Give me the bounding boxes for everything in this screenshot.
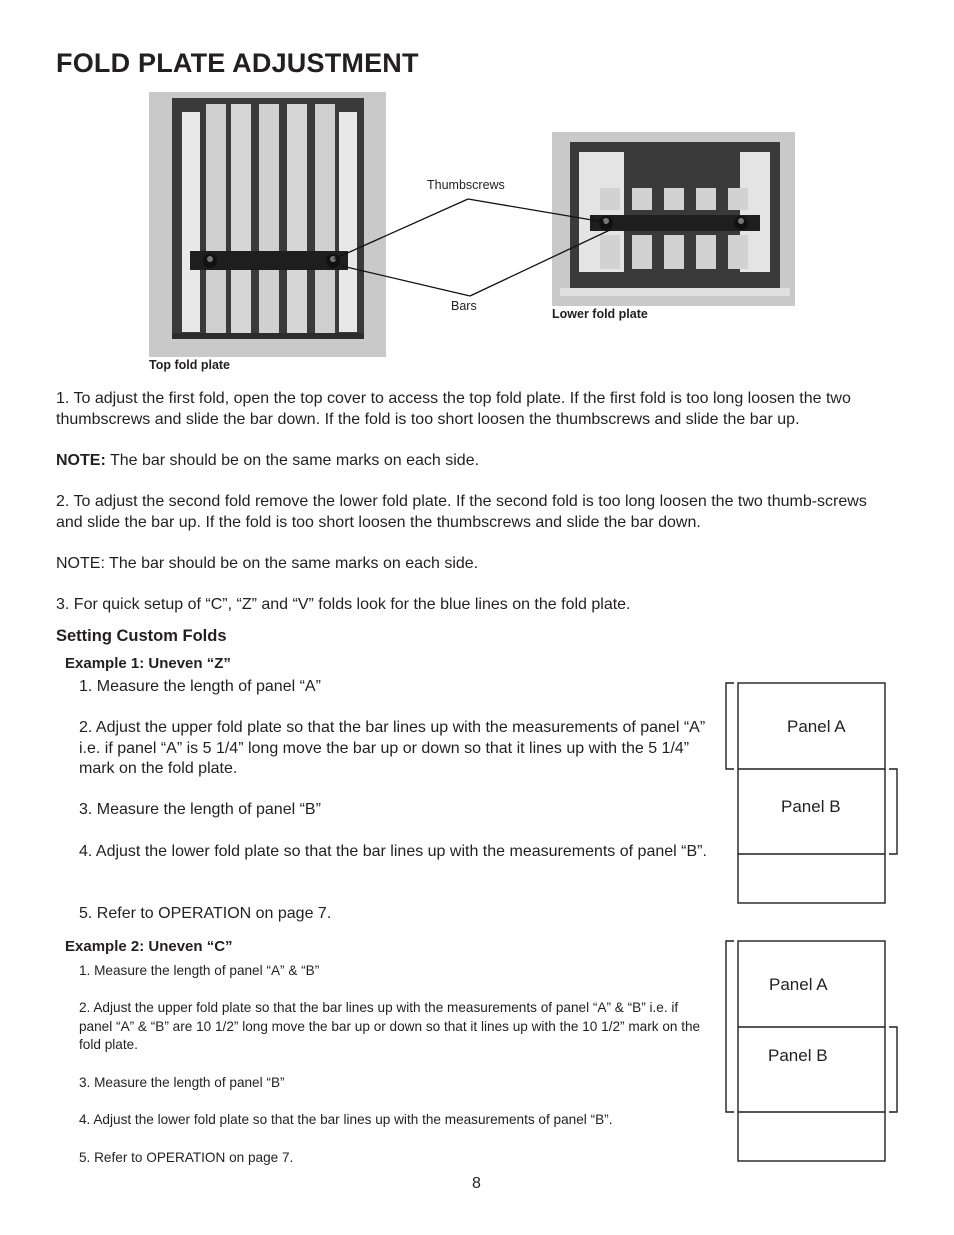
example-1-panel-a-label: Panel A xyxy=(787,717,846,736)
example-1-panel-b-label: Panel B xyxy=(781,797,841,816)
note-1 xyxy=(56,451,896,472)
page-number: 8 xyxy=(472,1175,481,1192)
example-1-step-5: 5. Refer to OPERATION on page 7. xyxy=(79,905,332,922)
example-1-heading: Example 1: Uneven “Z” xyxy=(65,655,231,672)
thumbscrews-label: Thumbscrews xyxy=(427,178,505,192)
example-1-step-4: 4. Adjust the lower fold plate so that the bar lines up with the measurements of panel “B”. xyxy=(79,843,707,860)
example-2-step-5: 5. Refer to OPERATION on page 7. xyxy=(79,1150,294,1165)
example-2-step-3: 3. Measure the length of panel “B” xyxy=(79,1075,285,1090)
step-2-text: 2. To adjust the second fold remove the lower fold plate. If the second fold is too long loosen the two thumb-screws and slide the bar up. If the fold is too short loosen the thumbscrews and slide the bar down. xyxy=(56,493,867,531)
note-2: NOTE: The bar should be on the same marks on each side. xyxy=(56,555,479,572)
step-3-text: 3. For quick setup of “C”, “Z” and “V” folds look for the blue lines on the fold plate. xyxy=(56,596,631,613)
example-2-heading: Example 2: Uneven “C” xyxy=(65,938,233,955)
lower-fold-plate-caption: Lower fold plate xyxy=(552,307,648,321)
example-2-panel-b-label: Panel B xyxy=(768,1046,828,1065)
example-1-step-3: 3. Measure the length of panel “B” xyxy=(79,801,321,818)
note-1-label: NOTE: xyxy=(56,452,106,469)
bars-label: Bars xyxy=(451,299,477,313)
setting-custom-folds-heading: Setting Custom Folds xyxy=(56,627,227,645)
top-fold-plate-caption: Top fold plate xyxy=(149,358,231,372)
step-1-text: 1. To adjust the first fold, open the top cover to access the top fold plate. If the first fold is too long loosen the two thumbscrews and slide the bar down. If the fold is too short loosen the thumbscrews and slide the bar up. xyxy=(56,390,851,428)
example-1-step-2: 2. Adjust the upper fold plate so that the bar lines up with the measurements of panel “A” i.e. if panel “A” is 5 1/4” long move the bar up or down so that it lines up with the 5 1/4” mark on the fold plate. xyxy=(79,719,706,777)
note-1-text: The bar should be on the same marks on each side. xyxy=(105,452,480,469)
example1-panel-diagram xyxy=(726,683,897,903)
example-1-step-1: 1. Measure the length of panel “A” xyxy=(79,678,321,695)
page-title: FOLD PLATE ADJUSTMENT xyxy=(56,48,419,78)
top-fold-plate-photo xyxy=(149,92,386,357)
example-2-step-2: 2. Adjust the upper fold plate so that the bar lines up with the measurements of panel “A” & “B” i.e. if panel “A” & “B” are 10 1/2” long move the bar up or down so that it lines up with the 10 1/2” mark on the fold plate. xyxy=(79,1000,701,1052)
example-2-panel-a-label: Panel A xyxy=(769,975,828,994)
example-2-step-4: 4. Adjust the lower fold plate so that the bar lines up with the measurements of panel “B”. xyxy=(79,1112,613,1127)
example-2-step-1: 1. Measure the length of panel “A” & “B” xyxy=(79,963,320,978)
